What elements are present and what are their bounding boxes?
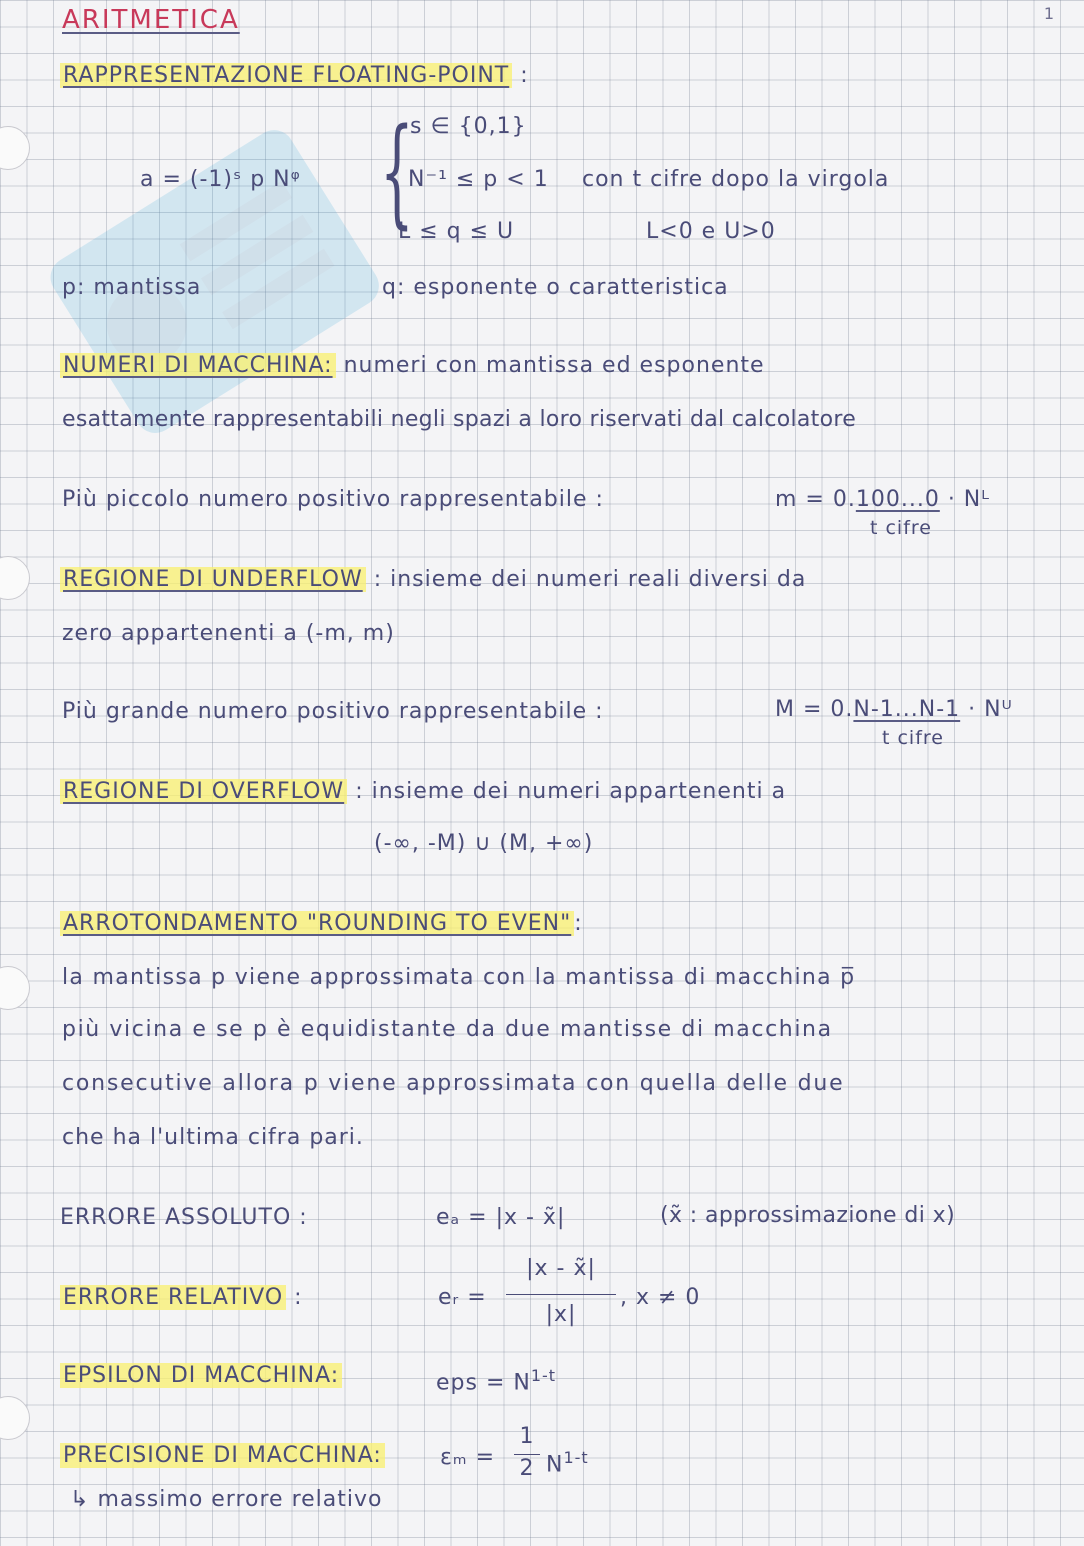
precision-lhs: εₘ = bbox=[440, 1445, 496, 1470]
epsilon-formula bbox=[436, 1362, 556, 1397]
precision-numerator: 1 bbox=[519, 1424, 535, 1449]
rounding-line1: la mantissa p viene approssimata con la mantissa di macchina p̅ bbox=[62, 965, 856, 990]
min-positive-rhs: · Nᴸ bbox=[947, 487, 990, 512]
precision-heading-text: PRECISIONE DI MACCHINA: bbox=[60, 1443, 385, 1468]
binder-hole bbox=[0, 556, 30, 600]
rel-error-heading: ERRORE RELATIVO bbox=[60, 1285, 286, 1310]
underflow-line2: zero appartenenti a (-m, m) bbox=[62, 621, 395, 646]
page-number: 1 bbox=[1043, 4, 1054, 23]
max-positive-lhs: M = 0. bbox=[775, 697, 854, 722]
rounding-heading: ARROTONDAMENTO "ROUNDING TO EVEN" bbox=[60, 911, 574, 936]
numeri-macchina-line2: esattamente rappresentabili negli spazi a loro riservati dal calcolatore bbox=[62, 407, 857, 432]
min-positive-lhs: m = 0. bbox=[775, 487, 856, 512]
fp-cond-p: N⁻¹ ≤ p < 1 bbox=[408, 167, 549, 192]
precision-exponent: 1-t bbox=[563, 1448, 589, 1467]
fp-colon: : bbox=[520, 63, 529, 88]
abs-error-formula: eₐ = |x - x̃| bbox=[436, 1205, 566, 1230]
max-positive-rhs: · Nᵁ bbox=[968, 697, 1013, 722]
fp-q-label: q: esponente o caratteristica bbox=[382, 275, 729, 300]
rel-error-denominator: |x| bbox=[545, 1302, 577, 1327]
precision-heading bbox=[60, 1442, 385, 1470]
precision-note-row bbox=[70, 1486, 382, 1514]
numeri-macchina-heading: NUMERI DI MACCHINA: bbox=[60, 353, 336, 378]
fp-cond-p-note: con t cifre dopo la virgola bbox=[582, 167, 890, 192]
underflow-heading: REGIONE DI UNDERFLOW bbox=[60, 567, 366, 592]
page-title: ARITMETICA bbox=[62, 5, 240, 35]
rounding-row bbox=[60, 910, 583, 938]
rel-error-row bbox=[60, 1284, 303, 1312]
underflow-line1: : insieme dei numeri reali diversi da bbox=[373, 567, 807, 592]
epsilon-base: eps = N bbox=[436, 1370, 531, 1396]
overflow-line2: (-∞, -M) ∪ (M, +∞) bbox=[374, 831, 594, 856]
rounding-line3: consecutive allora p viene approssimata con quella delle due bbox=[62, 1071, 845, 1096]
fp-brace: { bbox=[380, 102, 414, 240]
binder-hole bbox=[0, 1396, 30, 1440]
fp-cond-q: L ≤ q ≤ U bbox=[398, 219, 515, 244]
rounding-line4: che ha l'ultima cifra pari. bbox=[62, 1125, 364, 1150]
abs-error-row bbox=[60, 1204, 308, 1232]
fp-heading: RAPPRESENTAZIONE FLOATING-POINT bbox=[60, 63, 512, 88]
rel-error-cond: , x ≠ 0 bbox=[620, 1285, 701, 1310]
underflow-row bbox=[60, 566, 806, 594]
precision-base: N bbox=[546, 1452, 564, 1478]
rel-error-colon: : bbox=[294, 1285, 303, 1310]
binder-hole bbox=[0, 126, 30, 170]
fp-cond-q-note: L<0 e U>0 bbox=[646, 219, 776, 244]
max-positive-label: Più grande numero positivo rappresentabile : bbox=[62, 699, 604, 724]
max-positive-digits: N-1...N-1 bbox=[853, 697, 961, 722]
precision-arrow-icon: ↳ bbox=[70, 1487, 90, 1512]
binder-hole bbox=[0, 966, 30, 1010]
abs-error-heading: ERRORE ASSOLUTO bbox=[60, 1205, 292, 1230]
overflow-line1: : insieme dei numeri appartenenti a bbox=[355, 779, 787, 804]
min-positive-digits: 100...0 bbox=[855, 487, 940, 512]
fp-cond-s: s ∈ {0,1} bbox=[410, 114, 527, 139]
epsilon-heading bbox=[60, 1362, 342, 1390]
rel-error-lhs: eᵣ = bbox=[438, 1285, 487, 1310]
max-positive-under: t cifre bbox=[882, 727, 944, 749]
precision-fraction-bar bbox=[514, 1454, 540, 1455]
precision-note: massimo errore relativo bbox=[97, 1487, 383, 1512]
rounding-colon: : bbox=[574, 911, 583, 936]
epsilon-heading-text: EPSILON DI MACCHINA: bbox=[60, 1363, 342, 1388]
rounding-line2: più vicina e se p è equidistante da due mantisse di macchina bbox=[62, 1017, 833, 1042]
min-positive-formula bbox=[775, 486, 990, 514]
overflow-heading: REGIONE DI OVERFLOW bbox=[60, 779, 347, 804]
rel-error-fraction-bar bbox=[506, 1294, 616, 1295]
precision-denominator: 2 bbox=[519, 1456, 535, 1481]
min-positive-under: t cifre bbox=[870, 517, 932, 539]
numeri-macchina-line1: numeri con mantissa ed esponente bbox=[343, 353, 765, 378]
fp-formula: a = (-1)ˢ p Nᵠ bbox=[140, 167, 301, 192]
epsilon-exponent: 1-t bbox=[530, 1366, 557, 1385]
rel-error-numerator: |x - x̃| bbox=[526, 1256, 596, 1281]
precision-base-group bbox=[546, 1444, 589, 1479]
fp-heading-row bbox=[60, 62, 529, 90]
max-positive-formula bbox=[775, 696, 1013, 724]
abs-error-note: (x̃ : approssimazione di x) bbox=[660, 1203, 956, 1228]
numeri-macchina-row bbox=[60, 352, 765, 380]
min-positive-label: Più piccolo numero positivo rappresentabile : bbox=[62, 487, 604, 512]
fp-p-label: p: mantissa bbox=[62, 275, 202, 300]
abs-error-colon: : bbox=[299, 1205, 308, 1230]
overflow-row bbox=[60, 778, 786, 806]
